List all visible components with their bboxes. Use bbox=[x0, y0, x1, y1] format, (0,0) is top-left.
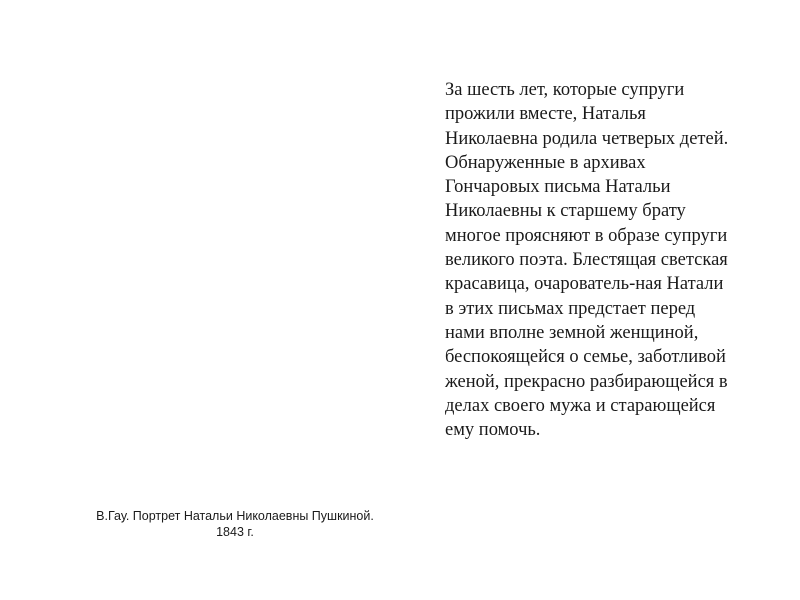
caption-year: 1843 г. bbox=[216, 525, 254, 539]
body-text-line: беспокоящейся о семье, заботливой bbox=[445, 347, 726, 368]
body-text-line: Николаевна родила четверых детей. bbox=[445, 128, 729, 149]
body-text-line: прожили вместе, Наталья bbox=[445, 104, 646, 125]
body-text-line: нами вполне земной женщиной, bbox=[445, 322, 699, 343]
body-text-line: Гончаровых письма Натальи bbox=[445, 177, 671, 198]
caption-title: В.Гау. Портрет Натальи Николаевны Пушкиной. bbox=[96, 509, 374, 523]
body-text-line: многое проясняют в образе супруги bbox=[445, 225, 728, 246]
body-text-line: делах своего мужа и старающейся bbox=[445, 395, 716, 416]
portrait-caption bbox=[70, 508, 400, 540]
body-text-line: ему помочь. bbox=[445, 420, 541, 441]
body-text-line: Обнаруженные в архивах bbox=[445, 152, 646, 173]
body-text-line: Николаевны к старшему брату bbox=[445, 201, 686, 222]
body-text bbox=[445, 78, 765, 442]
body-text-line: женой, прекрасно разбирающейся в bbox=[445, 371, 728, 392]
body-text-line: красавица, очарователь-ная Натали bbox=[445, 274, 724, 295]
body-text-line: великого поэта. Блестящая светская bbox=[445, 250, 728, 271]
body-text-line: За шесть лет, которые супруги bbox=[445, 80, 685, 100]
body-text-line: в этих письмах предстает перед bbox=[445, 298, 696, 319]
